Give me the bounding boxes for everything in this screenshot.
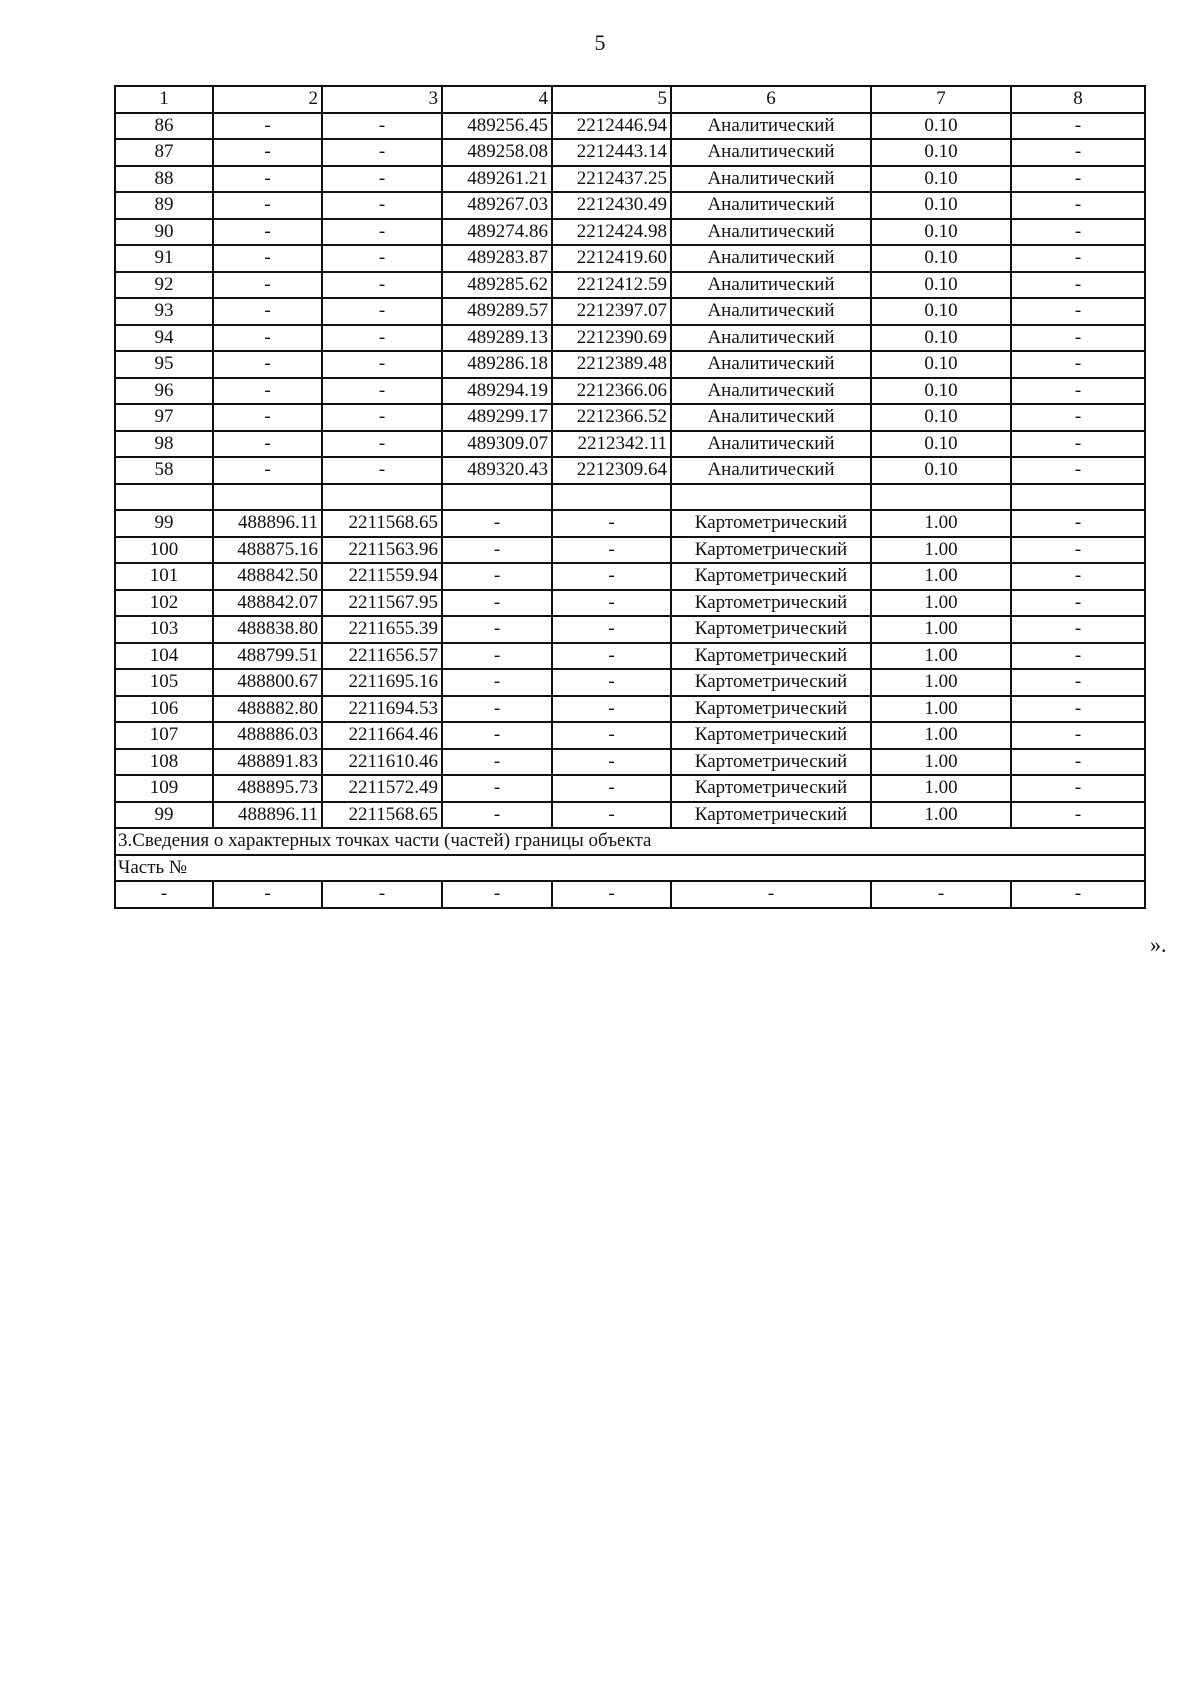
table-row — [115, 378, 1145, 405]
table-cell-col-2: 488875.16 — [213, 537, 322, 564]
table-cell-col-1: - — [115, 881, 213, 908]
table-row — [115, 802, 1145, 829]
table-cell-col-4: 489286.18 — [442, 351, 552, 378]
table-cell-col-7: 1.00 — [871, 590, 1011, 617]
table-row — [115, 139, 1145, 166]
table-cell-col-5: 2212443.14 — [552, 139, 671, 166]
table-cell-col-8: - — [1011, 616, 1145, 643]
table-cell-col-6: Картометрический — [671, 696, 871, 723]
table-cell-col-3: - — [322, 378, 442, 405]
table-cell-col-8: - — [1011, 669, 1145, 696]
table-cell-col-6: Картометрический — [671, 802, 871, 829]
table-cell-col-6: Картометрический — [671, 643, 871, 670]
table-row — [115, 510, 1145, 537]
table-cell-col-2: 488891.83 — [213, 749, 322, 776]
table-cell-col-5: 2212389.48 — [552, 351, 671, 378]
table-cell-col-5: - — [552, 669, 671, 696]
table-cell-col-4: - — [442, 775, 552, 802]
table-cell-col-8: - — [1011, 802, 1145, 829]
table-cell-col-3: 2211610.46 — [322, 749, 442, 776]
table-cell-col-4: - — [442, 749, 552, 776]
table-cell-col-4: - — [442, 616, 552, 643]
table-cell-col-7: 1.00 — [871, 563, 1011, 590]
table-cell-col-7: 1.00 — [871, 722, 1011, 749]
table-cell-col-8: - — [1011, 113, 1145, 140]
table-cell-col-6: Аналитический — [671, 113, 871, 140]
table-cell-col-2: - — [213, 219, 322, 246]
table-cell-col-8 — [1011, 484, 1145, 511]
table-cell-col-1: 95 — [115, 351, 213, 378]
table-cell-col-3 — [322, 484, 442, 511]
table-cell-col-3: 2211563.96 — [322, 537, 442, 564]
table-cell-col-1: 107 — [115, 722, 213, 749]
table-cell-col-6: Картометрический — [671, 537, 871, 564]
column-header-6: 6 — [671, 86, 871, 113]
table-cell-col-1: 100 — [115, 537, 213, 564]
table-cell-col-4: - — [442, 722, 552, 749]
table-cell-col-7: 0.10 — [871, 139, 1011, 166]
table-cell-col-8: - — [1011, 749, 1145, 776]
table-cell-col-5: - — [552, 696, 671, 723]
table-cell-col-3: 2211567.95 — [322, 590, 442, 617]
table-cell-col-2: 488800.67 — [213, 669, 322, 696]
table-cell-col-6: Аналитический — [671, 431, 871, 458]
section-title: 3.Сведения о характерных точках части (частей) границы объекта — [115, 828, 1145, 855]
table-cell-col-8: - — [1011, 298, 1145, 325]
table-cell-col-1: 109 — [115, 775, 213, 802]
table-cell-col-5: 2212437.25 — [552, 166, 671, 193]
table-cell-col-3: 2211568.65 — [322, 510, 442, 537]
table-cell-col-8: - — [1011, 775, 1145, 802]
table-cell-col-6: Аналитический — [671, 166, 871, 193]
part-label: Часть № — [115, 855, 1145, 882]
table-cell-col-2 — [213, 484, 322, 511]
page-number: 5 — [594, 30, 606, 55]
table-cell-col-2: - — [213, 457, 322, 484]
table-cell-col-1: 98 — [115, 431, 213, 458]
table-cell-col-2: - — [213, 881, 322, 908]
table-cell-col-3: - — [322, 166, 442, 193]
table-cell-col-6: Картометрический — [671, 563, 871, 590]
table-cell-col-6: Картометрический — [671, 775, 871, 802]
table-cell-col-4: 489285.62 — [442, 272, 552, 299]
table-cell-col-2: - — [213, 192, 322, 219]
table-cell-col-4: - — [442, 669, 552, 696]
table-cell-col-7: 0.10 — [871, 457, 1011, 484]
table-cell-col-8: - — [1011, 457, 1145, 484]
table-cell-col-7: 1.00 — [871, 537, 1011, 564]
table-cell-col-7: 0.10 — [871, 404, 1011, 431]
table-cell-col-3: - — [322, 457, 442, 484]
table-cell-col-2: - — [213, 325, 322, 352]
table-cell-col-2: - — [213, 298, 322, 325]
table-cell-col-4: 489256.45 — [442, 113, 552, 140]
table-cell-col-7: 0.10 — [871, 166, 1011, 193]
table-cell-col-3: 2211568.65 — [322, 802, 442, 829]
column-header-8: 8 — [1011, 86, 1145, 113]
table-cell-col-2: - — [213, 139, 322, 166]
table-row — [115, 590, 1145, 617]
table-cell-col-5: 2212446.94 — [552, 113, 671, 140]
table-row — [115, 166, 1145, 193]
table-cell-col-1: 88 — [115, 166, 213, 193]
column-header-1: 1 — [115, 86, 213, 113]
table-cell-col-6: Картометрический — [671, 590, 871, 617]
table-cell-col-2: - — [213, 166, 322, 193]
table-cell-col-3: 2211572.49 — [322, 775, 442, 802]
table-row — [115, 643, 1145, 670]
table-cell-col-2: 488842.50 — [213, 563, 322, 590]
table-cell-col-2: - — [213, 113, 322, 140]
table-cell-col-3: - — [322, 351, 442, 378]
table-row — [115, 272, 1145, 299]
table-cell-col-4: 489320.43 — [442, 457, 552, 484]
table-header-row — [115, 86, 1145, 113]
table-cell-col-4: - — [442, 510, 552, 537]
table-cell-col-6: - — [671, 881, 871, 908]
table-cell-col-7: 1.00 — [871, 510, 1011, 537]
table-cell-col-5: 2212390.69 — [552, 325, 671, 352]
table-cell-col-1: 91 — [115, 245, 213, 272]
coordinates-table — [114, 85, 1146, 909]
table-cell-col-1: 94 — [115, 325, 213, 352]
table-cell-col-6: Аналитический — [671, 272, 871, 299]
table-cell-col-7: 0.10 — [871, 325, 1011, 352]
column-header-2: 2 — [213, 86, 322, 113]
table-cell-col-7: 1.00 — [871, 802, 1011, 829]
table-cell-col-8: - — [1011, 696, 1145, 723]
table-row — [115, 669, 1145, 696]
table-cell-col-5: - — [552, 775, 671, 802]
table-cell-col-6: Аналитический — [671, 351, 871, 378]
table-cell-col-2: 488882.80 — [213, 696, 322, 723]
table-cell-col-1: 87 — [115, 139, 213, 166]
table-cell-col-4: 489274.86 — [442, 219, 552, 246]
table-cell-col-2: - — [213, 272, 322, 299]
table-cell-col-4: 489294.19 — [442, 378, 552, 405]
table-cell-col-7: 0.10 — [871, 192, 1011, 219]
table-cell-col-3: - — [322, 219, 442, 246]
table-cell-col-7: 1.00 — [871, 643, 1011, 670]
table-cell-col-8: - — [1011, 722, 1145, 749]
table-cell-col-5 — [552, 484, 671, 511]
table-cell-col-4: 489267.03 — [442, 192, 552, 219]
table-cell-col-1: 90 — [115, 219, 213, 246]
table-cell-col-4: 489289.57 — [442, 298, 552, 325]
table-cell-col-8: - — [1011, 245, 1145, 272]
table-cell-col-6: Аналитический — [671, 298, 871, 325]
table-cell-col-6: Картометрический — [671, 510, 871, 537]
table-row — [115, 404, 1145, 431]
table-cell-col-1: 104 — [115, 643, 213, 670]
table-row — [115, 219, 1145, 246]
table-cell-col-3: 2211656.57 — [322, 643, 442, 670]
table-cell-col-8: - — [1011, 325, 1145, 352]
table-cell-col-4: - — [442, 696, 552, 723]
table-cell-col-4: - — [442, 643, 552, 670]
table-cell-col-4 — [442, 484, 552, 511]
table-cell-col-4: 489258.08 — [442, 139, 552, 166]
table-cell-col-1: 103 — [115, 616, 213, 643]
table-cell-col-2: 488838.80 — [213, 616, 322, 643]
table-cell-col-3: 2211559.94 — [322, 563, 442, 590]
column-header-4: 4 — [442, 86, 552, 113]
table-cell-col-6: Аналитический — [671, 404, 871, 431]
table-cell-col-4: - — [442, 563, 552, 590]
table-cell-col-5: 2212412.59 — [552, 272, 671, 299]
table-cell-col-8: - — [1011, 643, 1145, 670]
table-row — [115, 616, 1145, 643]
table-cell-col-5: - — [552, 590, 671, 617]
table-row — [115, 881, 1145, 908]
table-cell-col-7: 1.00 — [871, 696, 1011, 723]
table-row — [115, 245, 1145, 272]
table-cell-col-3: 2211664.46 — [322, 722, 442, 749]
column-header-7: 7 — [871, 86, 1011, 113]
column-header-5: 5 — [552, 86, 671, 113]
table-cell-col-8: - — [1011, 510, 1145, 537]
table-cell-col-2: - — [213, 351, 322, 378]
table-row — [115, 537, 1145, 564]
table-cell-col-8: - — [1011, 404, 1145, 431]
table-cell-col-2: - — [213, 245, 322, 272]
table-cell-col-5: 2212424.98 — [552, 219, 671, 246]
table-cell-col-3: - — [322, 404, 442, 431]
table-cell-col-5: - — [552, 802, 671, 829]
table-cell-col-5: 2212419.60 — [552, 245, 671, 272]
table-cell-col-8: - — [1011, 351, 1145, 378]
table-cell-col-3: - — [322, 192, 442, 219]
table-cell-col-5: - — [552, 616, 671, 643]
table-cell-col-5: - — [552, 563, 671, 590]
table-cell-col-7: 0.10 — [871, 378, 1011, 405]
table-cell-col-5: - — [552, 881, 671, 908]
table-cell-col-5: 2212366.06 — [552, 378, 671, 405]
table-row — [115, 457, 1145, 484]
table-cell-col-7: 0.10 — [871, 245, 1011, 272]
table-cell-col-3: - — [322, 431, 442, 458]
table-cell-col-2: 488896.11 — [213, 802, 322, 829]
table-cell-col-6: Аналитический — [671, 139, 871, 166]
table-cell-col-5: 2212366.52 — [552, 404, 671, 431]
table-row — [115, 484, 1145, 511]
table-cell-col-3: 2211655.39 — [322, 616, 442, 643]
table-cell-col-4: 489261.21 — [442, 166, 552, 193]
table-cell-col-7: 0.10 — [871, 272, 1011, 299]
table-cell-col-5: - — [552, 749, 671, 776]
table-cell-col-1: 96 — [115, 378, 213, 405]
table-row — [115, 749, 1145, 776]
table-row — [115, 192, 1145, 219]
table-cell-col-7: 1.00 — [871, 775, 1011, 802]
table-cell-col-4: - — [442, 802, 552, 829]
table-cell-col-3: - — [322, 113, 442, 140]
table-cell-col-6: Картометрический — [671, 616, 871, 643]
table-row — [115, 325, 1145, 352]
part-label-row — [115, 855, 1145, 882]
table-cell-col-1: 97 — [115, 404, 213, 431]
column-header-3: 3 — [322, 86, 442, 113]
table-cell-col-5: - — [552, 643, 671, 670]
table-cell-col-5: 2212430.49 — [552, 192, 671, 219]
table-cell-col-3: - — [322, 272, 442, 299]
table-row — [115, 696, 1145, 723]
table-cell-col-8: - — [1011, 272, 1145, 299]
table-cell-col-6: Аналитический — [671, 219, 871, 246]
table-cell-col-8: - — [1011, 431, 1145, 458]
table-cell-col-2: 488896.11 — [213, 510, 322, 537]
section-title-row — [115, 828, 1145, 855]
table-cell-col-6: Картометрический — [671, 722, 871, 749]
table-cell-col-5: 2212397.07 — [552, 298, 671, 325]
table-cell-col-4: 489289.13 — [442, 325, 552, 352]
table-cell-col-8: - — [1011, 590, 1145, 617]
table-cell-col-2: - — [213, 404, 322, 431]
table-row — [115, 351, 1145, 378]
table-cell-col-1: 99 — [115, 802, 213, 829]
table-row — [115, 722, 1145, 749]
table-cell-col-8: - — [1011, 192, 1145, 219]
table-cell-col-6: Картометрический — [671, 669, 871, 696]
table-cell-col-5: 2212342.11 — [552, 431, 671, 458]
table-cell-col-5: - — [552, 722, 671, 749]
table-cell-col-6: Аналитический — [671, 245, 871, 272]
table-row — [115, 775, 1145, 802]
table-cell-col-2: 488799.51 — [213, 643, 322, 670]
table-cell-col-7: 0.10 — [871, 219, 1011, 246]
table-cell-col-3: - — [322, 245, 442, 272]
table-cell-col-1: 102 — [115, 590, 213, 617]
table-cell-col-7: 1.00 — [871, 749, 1011, 776]
table-cell-col-8: - — [1011, 537, 1145, 564]
table-cell-col-7: 1.00 — [871, 616, 1011, 643]
table-cell-col-1: 108 — [115, 749, 213, 776]
table-cell-col-5: - — [552, 537, 671, 564]
table-cell-col-1: 106 — [115, 696, 213, 723]
table-cell-col-1: 58 — [115, 457, 213, 484]
table-cell-col-7: 1.00 — [871, 669, 1011, 696]
table-cell-col-1: 89 — [115, 192, 213, 219]
table-row — [115, 431, 1145, 458]
table-cell-col-8: - — [1011, 139, 1145, 166]
table-cell-col-3: 2211695.16 — [322, 669, 442, 696]
table-row — [115, 563, 1145, 590]
table-cell-col-6: Картометрический — [671, 749, 871, 776]
table-cell-col-1: 86 — [115, 113, 213, 140]
table-cell-col-2: 488895.73 — [213, 775, 322, 802]
table-cell-col-4: 489309.07 — [442, 431, 552, 458]
table-cell-col-7: 0.10 — [871, 351, 1011, 378]
table-cell-col-5: 2212309.64 — [552, 457, 671, 484]
table-cell-col-8: - — [1011, 378, 1145, 405]
table-cell-col-5: - — [552, 510, 671, 537]
table-cell-col-6: Аналитический — [671, 325, 871, 352]
table-cell-col-1: 105 — [115, 669, 213, 696]
table-cell-col-8: - — [1011, 166, 1145, 193]
table-cell-col-2: 488886.03 — [213, 722, 322, 749]
table-cell-col-4: - — [442, 590, 552, 617]
table-cell-col-3: - — [322, 325, 442, 352]
table-cell-col-6: Аналитический — [671, 378, 871, 405]
table-cell-col-8: - — [1011, 881, 1145, 908]
table-cell-col-8: - — [1011, 219, 1145, 246]
table-cell-col-4: - — [442, 881, 552, 908]
table-cell-col-7 — [871, 484, 1011, 511]
table-cell-col-7: 0.10 — [871, 298, 1011, 325]
table-cell-col-8: - — [1011, 563, 1145, 590]
table-cell-col-3: - — [322, 298, 442, 325]
table-cell-col-6 — [671, 484, 871, 511]
table-cell-col-1 — [115, 484, 213, 511]
table-cell-col-3: - — [322, 139, 442, 166]
table-cell-col-7: - — [871, 881, 1011, 908]
table-row — [115, 113, 1145, 140]
table-cell-col-3: - — [322, 881, 442, 908]
table-cell-col-2: - — [213, 431, 322, 458]
table-cell-col-1: 93 — [115, 298, 213, 325]
table-cell-col-7: 0.10 — [871, 431, 1011, 458]
table-cell-col-2: - — [213, 378, 322, 405]
table-cell-col-2: 488842.07 — [213, 590, 322, 617]
table-cell-col-6: Аналитический — [671, 457, 871, 484]
table-cell-col-7: 0.10 — [871, 113, 1011, 140]
table-row — [115, 298, 1145, 325]
table-cell-col-3: 2211694.53 — [322, 696, 442, 723]
table-cell-col-1: 101 — [115, 563, 213, 590]
table-cell-col-6: Аналитический — [671, 192, 871, 219]
table-cell-col-4: - — [442, 537, 552, 564]
table-cell-col-1: 99 — [115, 510, 213, 537]
table-cell-col-1: 92 — [115, 272, 213, 299]
closing-quote-mark: ». — [1150, 932, 1167, 957]
table-cell-col-4: 489283.87 — [442, 245, 552, 272]
table-cell-col-4: 489299.17 — [442, 404, 552, 431]
